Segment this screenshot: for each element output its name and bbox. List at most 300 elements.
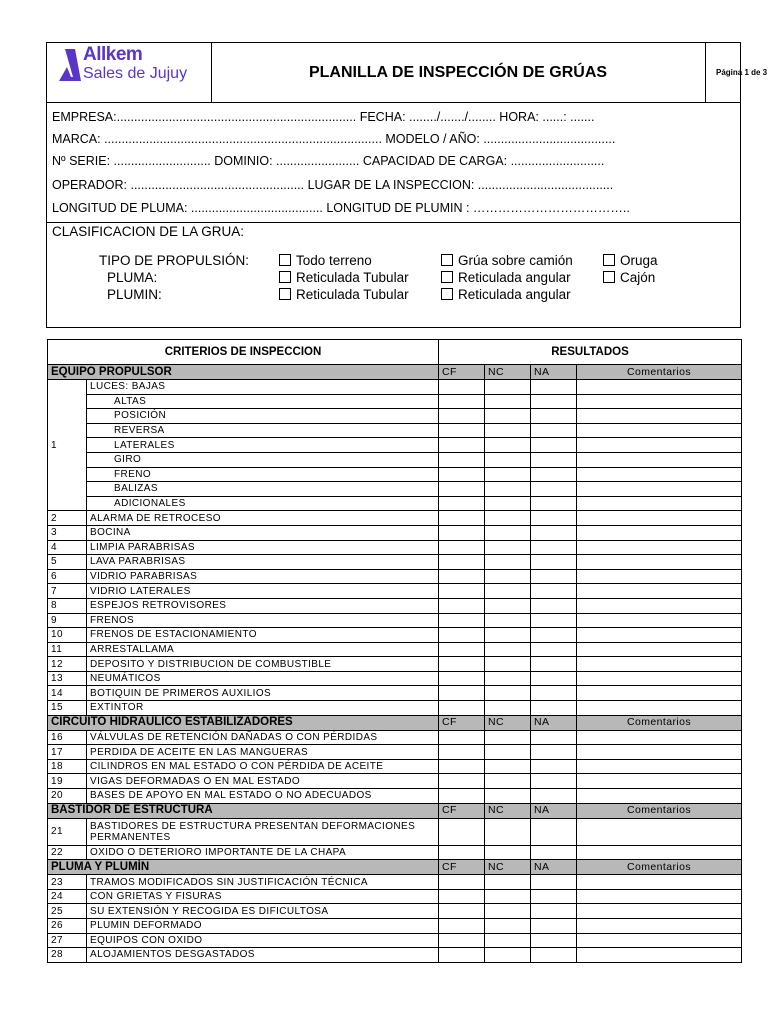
table-row: [48, 482, 742, 497]
section-title: PLUMA Y PLUMÍN: [48, 860, 439, 875]
result-nc-cell[interactable]: [485, 438, 531, 453]
result-nc-cell[interactable]: [485, 904, 531, 919]
result-na-cell[interactable]: [531, 845, 577, 860]
section-header-row: [48, 715, 742, 730]
result-nc-cell[interactable]: [485, 686, 531, 701]
col-comentarios-label: Comentarios: [577, 365, 742, 380]
col-nc-label: NC: [485, 803, 531, 818]
section-divider: [47, 222, 740, 223]
result-na-cell[interactable]: [531, 423, 577, 438]
comment-cell[interactable]: [577, 423, 742, 438]
row-criterion: BOCINA: [87, 525, 439, 540]
option-pluma-reticulada-angular[interactable]: Reticulada angular: [441, 270, 571, 285]
result-nc-cell[interactable]: [485, 730, 531, 745]
result-nc-cell[interactable]: [485, 423, 531, 438]
result-cf-cell[interactable]: [439, 452, 485, 467]
comment-cell[interactable]: [577, 789, 742, 804]
result-cf-cell[interactable]: [439, 701, 485, 716]
row-number: 17: [48, 745, 87, 760]
col-na-label: NA: [531, 715, 577, 730]
row-criterion: TRAMOS MODIFICADOS SIN JUSTIFICACIÓN TÉCNICA: [87, 875, 439, 890]
criterios-header: CRITERIOS DE INSPECCION: [48, 340, 439, 365]
result-na-cell[interactable]: [531, 818, 577, 845]
table-row: [48, 642, 742, 657]
result-na-cell[interactable]: [531, 701, 577, 716]
result-nc-cell[interactable]: [485, 598, 531, 613]
result-cf-cell[interactable]: [439, 628, 485, 643]
comment-cell[interactable]: [577, 569, 742, 584]
comment-cell[interactable]: [577, 380, 742, 395]
result-nc-cell[interactable]: [485, 774, 531, 789]
result-nc-cell[interactable]: [485, 919, 531, 934]
section-title: BASTIDOR DE ESTRUCTURA: [48, 803, 439, 818]
col-nc-label: NC: [485, 715, 531, 730]
result-nc-cell[interactable]: [485, 745, 531, 760]
result-cf-cell[interactable]: [439, 642, 485, 657]
table-row: [48, 671, 742, 686]
row-criterion: LATERALES: [87, 438, 439, 453]
row-number: 15: [48, 701, 87, 716]
table-row: [48, 701, 742, 716]
result-na-cell[interactable]: [531, 904, 577, 919]
result-nc-cell[interactable]: [485, 569, 531, 584]
row-criterion: ARRESTALLAMA: [87, 642, 439, 657]
result-nc-cell[interactable]: [485, 948, 531, 963]
comment-cell[interactable]: [577, 496, 742, 511]
result-na-cell[interactable]: [531, 628, 577, 643]
option-plumin-reticulada-angular[interactable]: Reticulada angular: [441, 287, 571, 302]
row-criterion: LIMPIA PARABRISAS: [87, 540, 439, 555]
comment-cell[interactable]: [577, 613, 742, 628]
section-header-row: [48, 365, 742, 380]
result-nc-cell[interactable]: [485, 759, 531, 774]
comment-cell[interactable]: [577, 409, 742, 424]
col-na-label: NA: [531, 803, 577, 818]
comment-cell[interactable]: [577, 657, 742, 672]
col-na-label: NA: [531, 860, 577, 875]
result-cf-cell[interactable]: [439, 380, 485, 395]
tipo-propulsion-label: TIPO DE PROPULSIÓN:: [99, 253, 250, 268]
result-cf-cell[interactable]: [439, 394, 485, 409]
result-cf-cell[interactable]: [439, 496, 485, 511]
row-number: 10: [48, 628, 87, 643]
comment-cell[interactable]: [577, 904, 742, 919]
result-na-cell[interactable]: [531, 482, 577, 497]
col-comentarios-label: Comentarios: [577, 803, 742, 818]
section-title: CIRCUITO HIDRÁULICO ESTABILIZADORES: [48, 715, 439, 730]
result-cf-cell[interactable]: [439, 845, 485, 860]
option-oruga[interactable]: Oruga: [603, 253, 658, 268]
result-na-cell[interactable]: [531, 745, 577, 760]
pluma-label: PLUMA:: [107, 270, 158, 285]
result-nc-cell[interactable]: [485, 701, 531, 716]
result-cf-cell[interactable]: [439, 525, 485, 540]
result-nc-cell[interactable]: [485, 467, 531, 482]
row-number: 1: [48, 380, 87, 511]
result-nc-cell[interactable]: [485, 555, 531, 570]
table-row: [48, 628, 742, 643]
comment-cell[interactable]: [577, 394, 742, 409]
table-row: [48, 525, 742, 540]
table-header-row: [48, 340, 742, 365]
result-nc-cell[interactable]: [485, 818, 531, 845]
table-row: [48, 657, 742, 672]
row-criterion: FRENO: [87, 467, 439, 482]
result-na-cell[interactable]: [531, 671, 577, 686]
checkbox[interactable]: [441, 254, 453, 266]
row-number: 24: [48, 889, 87, 904]
result-nc-cell[interactable]: [485, 452, 531, 467]
table-row: [48, 511, 742, 526]
row-criterion: POSICIÓN: [87, 409, 439, 424]
table-row: [48, 569, 742, 584]
result-cf-cell[interactable]: [439, 540, 485, 555]
result-nc-cell[interactable]: [485, 933, 531, 948]
longitud-line[interactable]: LONGITUD DE PLUMA: ...................................... LONGITUD DE PLUMIN : ………………………………..: [52, 201, 630, 215]
result-cf-cell[interactable]: [439, 482, 485, 497]
row-criterion: EQUIPOS CON OXIDO: [87, 933, 439, 948]
checkbox[interactable]: [279, 271, 291, 283]
row-number: 19: [48, 774, 87, 789]
table-row: [48, 904, 742, 919]
result-na-cell[interactable]: [531, 555, 577, 570]
row-number: 13: [48, 671, 87, 686]
row-criterion: FRENOS: [87, 613, 439, 628]
comment-cell[interactable]: [577, 467, 742, 482]
result-na-cell[interactable]: [531, 540, 577, 555]
row-number: 9: [48, 613, 87, 628]
col-na-label: NA: [531, 365, 577, 380]
row-criterion: VÁLVULAS DE RETENCIÓN DAÑADAS O CON PÉRDIDAS: [87, 730, 439, 745]
row-number: 11: [48, 642, 87, 657]
result-cf-cell[interactable]: [439, 933, 485, 948]
row-number: 3: [48, 525, 87, 540]
row-criterion: BOTIQUIN DE PRIMEROS AUXILIOS: [87, 686, 439, 701]
row-number: 14: [48, 686, 87, 701]
result-nc-cell[interactable]: [485, 584, 531, 599]
result-nc-cell[interactable]: [485, 540, 531, 555]
result-na-cell[interactable]: [531, 933, 577, 948]
form-header: [46, 42, 768, 103]
result-na-cell[interactable]: [531, 642, 577, 657]
checkbox[interactable]: [441, 288, 453, 300]
comment-cell[interactable]: [577, 875, 742, 890]
checkbox[interactable]: [603, 254, 615, 266]
general-info-section: [46, 103, 741, 328]
row-number: 5: [48, 555, 87, 570]
result-nc-cell[interactable]: [485, 657, 531, 672]
result-cf-cell[interactable]: [439, 613, 485, 628]
comment-cell[interactable]: [577, 759, 742, 774]
result-na-cell[interactable]: [531, 613, 577, 628]
result-nc-cell[interactable]: [485, 845, 531, 860]
row-number: 21: [48, 818, 87, 845]
comment-cell[interactable]: [577, 452, 742, 467]
comment-cell[interactable]: [577, 948, 742, 963]
result-nc-cell[interactable]: [485, 394, 531, 409]
row-number: 23: [48, 875, 87, 890]
comment-cell[interactable]: [577, 686, 742, 701]
result-cf-cell[interactable]: [439, 555, 485, 570]
result-cf-cell[interactable]: [439, 423, 485, 438]
result-cf-cell[interactable]: [439, 657, 485, 672]
result-cf-cell[interactable]: [439, 745, 485, 760]
result-cf-cell[interactable]: [439, 919, 485, 934]
row-number: 4: [48, 540, 87, 555]
row-criterion: ALTAS: [87, 394, 439, 409]
result-nc-cell[interactable]: [485, 525, 531, 540]
row-criterion: REVERSA: [87, 423, 439, 438]
row-criterion: ADICIONALES: [87, 496, 439, 511]
row-criterion: ALARMA DE RETROCESO: [87, 511, 439, 526]
col-cf-label: CF: [439, 860, 485, 875]
row-criterion: PLUMIN DEFORMADO: [87, 919, 439, 934]
result-na-cell[interactable]: [531, 511, 577, 526]
col-cf-label: CF: [439, 365, 485, 380]
row-number: 12: [48, 657, 87, 672]
option-grua-camion[interactable]: Grúa sobre camión: [441, 253, 573, 268]
row-criterion: VIDRIO LATERALES: [87, 584, 439, 599]
result-nc-cell[interactable]: [485, 628, 531, 643]
comment-cell[interactable]: [577, 555, 742, 570]
result-na-cell[interactable]: [531, 525, 577, 540]
table-row: [48, 409, 742, 424]
result-cf-cell[interactable]: [439, 730, 485, 745]
comment-cell[interactable]: [577, 845, 742, 860]
comment-cell[interactable]: [577, 540, 742, 555]
table-row: [48, 613, 742, 628]
result-cf-cell[interactable]: [439, 584, 485, 599]
result-nc-cell[interactable]: [485, 511, 531, 526]
table-row: [48, 452, 742, 467]
table-row: [48, 933, 742, 948]
table-row: [48, 394, 742, 409]
checkbox[interactable]: [603, 271, 615, 283]
result-na-cell[interactable]: [531, 496, 577, 511]
row-number: 26: [48, 919, 87, 934]
table-row: [48, 789, 742, 804]
result-na-cell[interactable]: [531, 380, 577, 395]
comment-cell[interactable]: [577, 642, 742, 657]
row-criterion: NEUMÁTICOS: [87, 671, 439, 686]
row-criterion: CILINDROS EN MAL ESTADO O CON PÉRDIDA DE ACEITE: [87, 759, 439, 774]
row-criterion: EXTINTOR: [87, 701, 439, 716]
logo-line2: Sales de Jujuy: [83, 65, 188, 82]
table-row: [48, 948, 742, 963]
clasificacion-heading: CLASIFICACION DE LA GRUA:: [52, 224, 245, 239]
row-number: 7: [48, 584, 87, 599]
comment-cell[interactable]: [577, 701, 742, 716]
result-cf-cell[interactable]: [439, 467, 485, 482]
comment-cell[interactable]: [577, 818, 742, 845]
result-cf-cell[interactable]: [439, 671, 485, 686]
row-criterion: LUCES: BAJAS: [87, 380, 439, 395]
table-row: [48, 774, 742, 789]
row-criterion: SU EXTENSIÓN Y RECOGIDA ES DIFICULTOSA: [87, 904, 439, 919]
result-cf-cell[interactable]: [439, 759, 485, 774]
row-number: 28: [48, 948, 87, 963]
result-cf-cell[interactable]: [439, 818, 485, 845]
result-na-cell[interactable]: [531, 438, 577, 453]
plumin-label: PLUMIN:: [107, 287, 162, 302]
table-row: [48, 919, 742, 934]
checkbox[interactable]: [441, 271, 453, 283]
result-na-cell[interactable]: [531, 774, 577, 789]
comment-cell[interactable]: [577, 525, 742, 540]
result-cf-cell[interactable]: [439, 774, 485, 789]
result-na-cell[interactable]: [531, 467, 577, 482]
result-nc-cell[interactable]: [485, 613, 531, 628]
result-na-cell[interactable]: [531, 919, 577, 934]
result-cf-cell[interactable]: [439, 438, 485, 453]
comment-cell[interactable]: [577, 628, 742, 643]
result-na-cell[interactable]: [531, 889, 577, 904]
result-nc-cell[interactable]: [485, 380, 531, 395]
row-number: 20: [48, 789, 87, 804]
comment-cell[interactable]: [577, 889, 742, 904]
result-na-cell[interactable]: [531, 569, 577, 584]
comment-cell[interactable]: [577, 745, 742, 760]
table-row: [48, 730, 742, 745]
result-nc-cell[interactable]: [485, 482, 531, 497]
result-cf-cell[interactable]: [439, 686, 485, 701]
result-na-cell[interactable]: [531, 759, 577, 774]
result-cf-cell[interactable]: [439, 598, 485, 613]
table-row: [48, 423, 742, 438]
comment-cell[interactable]: [577, 482, 742, 497]
result-cf-cell[interactable]: [439, 789, 485, 804]
result-cf-cell[interactable]: [439, 948, 485, 963]
result-cf-cell[interactable]: [439, 875, 485, 890]
row-criterion: ESPEJOS RETROVISORES: [87, 598, 439, 613]
result-nc-cell[interactable]: [485, 671, 531, 686]
table-row: [48, 584, 742, 599]
table-row: [48, 818, 742, 845]
col-cf-label: CF: [439, 803, 485, 818]
table-row: [48, 875, 742, 890]
row-number: 27: [48, 933, 87, 948]
row-number: 6: [48, 569, 87, 584]
col-nc-label: NC: [485, 365, 531, 380]
checkbox[interactable]: [279, 254, 291, 266]
result-na-cell[interactable]: [531, 730, 577, 745]
table-row: [48, 540, 742, 555]
col-comentarios-label: Comentarios: [577, 715, 742, 730]
comment-cell[interactable]: [577, 584, 742, 599]
result-nc-cell[interactable]: [485, 789, 531, 804]
row-criterion: BALIZAS: [87, 482, 439, 497]
option-pluma-cajon[interactable]: Cajón: [603, 270, 655, 285]
result-cf-cell[interactable]: [439, 889, 485, 904]
row-criterion: DEPOSITO Y DISTRIBUCION DE COMBUSTIBLE: [87, 657, 439, 672]
section-header-row: [48, 860, 742, 875]
table-row: [48, 598, 742, 613]
result-na-cell[interactable]: [531, 686, 577, 701]
row-criterion: VIGAS DEFORMADAS O EN MAL ESTADO: [87, 774, 439, 789]
result-cf-cell[interactable]: [439, 511, 485, 526]
operador-lugar-line[interactable]: OPERADOR: .................................................. LUGAR DE LA INSPECCION: .......................................: [52, 178, 614, 192]
result-na-cell[interactable]: [531, 789, 577, 804]
row-criterion: LAVA PARABRISAS: [87, 555, 439, 570]
comment-cell[interactable]: [577, 933, 742, 948]
result-na-cell[interactable]: [531, 584, 577, 599]
result-na-cell[interactable]: [531, 657, 577, 672]
result-na-cell[interactable]: [531, 948, 577, 963]
option-plumin-reticulada-tubular[interactable]: Reticulada Tubular: [279, 287, 409, 302]
result-na-cell[interactable]: [531, 452, 577, 467]
result-cf-cell[interactable]: [439, 904, 485, 919]
result-nc-cell[interactable]: [485, 642, 531, 657]
col-nc-label: NC: [485, 860, 531, 875]
result-nc-cell[interactable]: [485, 875, 531, 890]
result-nc-cell[interactable]: [485, 496, 531, 511]
checkbox[interactable]: [279, 288, 291, 300]
empresa-fecha-line[interactable]: EMPRESA:..................................................................... FECHA: ......../......./........ HORA: ......: .......: [52, 110, 595, 124]
result-na-cell[interactable]: [531, 394, 577, 409]
table-row: [48, 889, 742, 904]
option-pluma-reticulada-tubular[interactable]: Reticulada Tubular: [279, 270, 409, 285]
option-todo-terreno[interactable]: Todo terreno: [279, 253, 372, 268]
comment-cell[interactable]: [577, 774, 742, 789]
row-criterion: PERDIDA DE ACEITE EN LAS MANGUERAS: [87, 745, 439, 760]
table-row: [48, 438, 742, 453]
comment-cell[interactable]: [577, 730, 742, 745]
document-title: PLANILLA DE INSPECCIÓN DE GRÚAS: [308, 63, 608, 81]
row-number: 18: [48, 759, 87, 774]
comment-cell[interactable]: [577, 511, 742, 526]
result-nc-cell[interactable]: [485, 889, 531, 904]
table-row: [48, 686, 742, 701]
table-row: [48, 555, 742, 570]
page-number-cell: [705, 43, 768, 102]
result-cf-cell[interactable]: [439, 409, 485, 424]
marca-modelo-line[interactable]: MARCA: ................................................................................ MODELO / AÑO: ......................................: [52, 132, 616, 146]
result-nc-cell[interactable]: [485, 409, 531, 424]
result-na-cell[interactable]: [531, 409, 577, 424]
table-row: [48, 467, 742, 482]
result-na-cell[interactable]: [531, 598, 577, 613]
resultados-header: RESULTADOS: [439, 340, 742, 365]
row-criterion: ALOJAMIENTOS DESGASTADOS: [87, 948, 439, 963]
result-cf-cell[interactable]: [439, 569, 485, 584]
section-title: EQUIPO PROPULSOR: [48, 365, 439, 380]
inspection-table: [47, 339, 742, 963]
col-comentarios-label: Comentarios: [577, 860, 742, 875]
row-number: 16: [48, 730, 87, 745]
section-header-row: [48, 803, 742, 818]
table-row: [48, 496, 742, 511]
logo-line1: Allkem: [83, 44, 143, 65]
row-criterion: VIDRIO PARABRISAS: [87, 569, 439, 584]
table-row: [48, 380, 742, 395]
serie-dominio-line[interactable]: Nº SERIE: ............................ DOMINIO: ........................ CAPACIDAD DE CARGA: ...........................: [52, 154, 605, 168]
allkem-logo-icon: [59, 49, 81, 81]
table-row: [48, 745, 742, 760]
result-na-cell[interactable]: [531, 875, 577, 890]
comment-cell[interactable]: [577, 671, 742, 686]
row-criterion: CON GRIETAS Y FISURAS: [87, 889, 439, 904]
comment-cell[interactable]: [577, 598, 742, 613]
row-criterion: OXIDO O DETERIORO IMPORTANTE DE LA CHAPA: [87, 845, 439, 860]
company-logo: [47, 43, 212, 102]
row-number: 2: [48, 511, 87, 526]
col-cf-label: CF: [439, 715, 485, 730]
row-number: 25: [48, 904, 87, 919]
row-criterion: BASTIDORES DE ESTRUCTURA PRESENTAN DEFORMACIONES PERMANENTES: [87, 818, 439, 845]
comment-cell[interactable]: [577, 438, 742, 453]
row-number: 22: [48, 845, 87, 860]
comment-cell[interactable]: [577, 919, 742, 934]
